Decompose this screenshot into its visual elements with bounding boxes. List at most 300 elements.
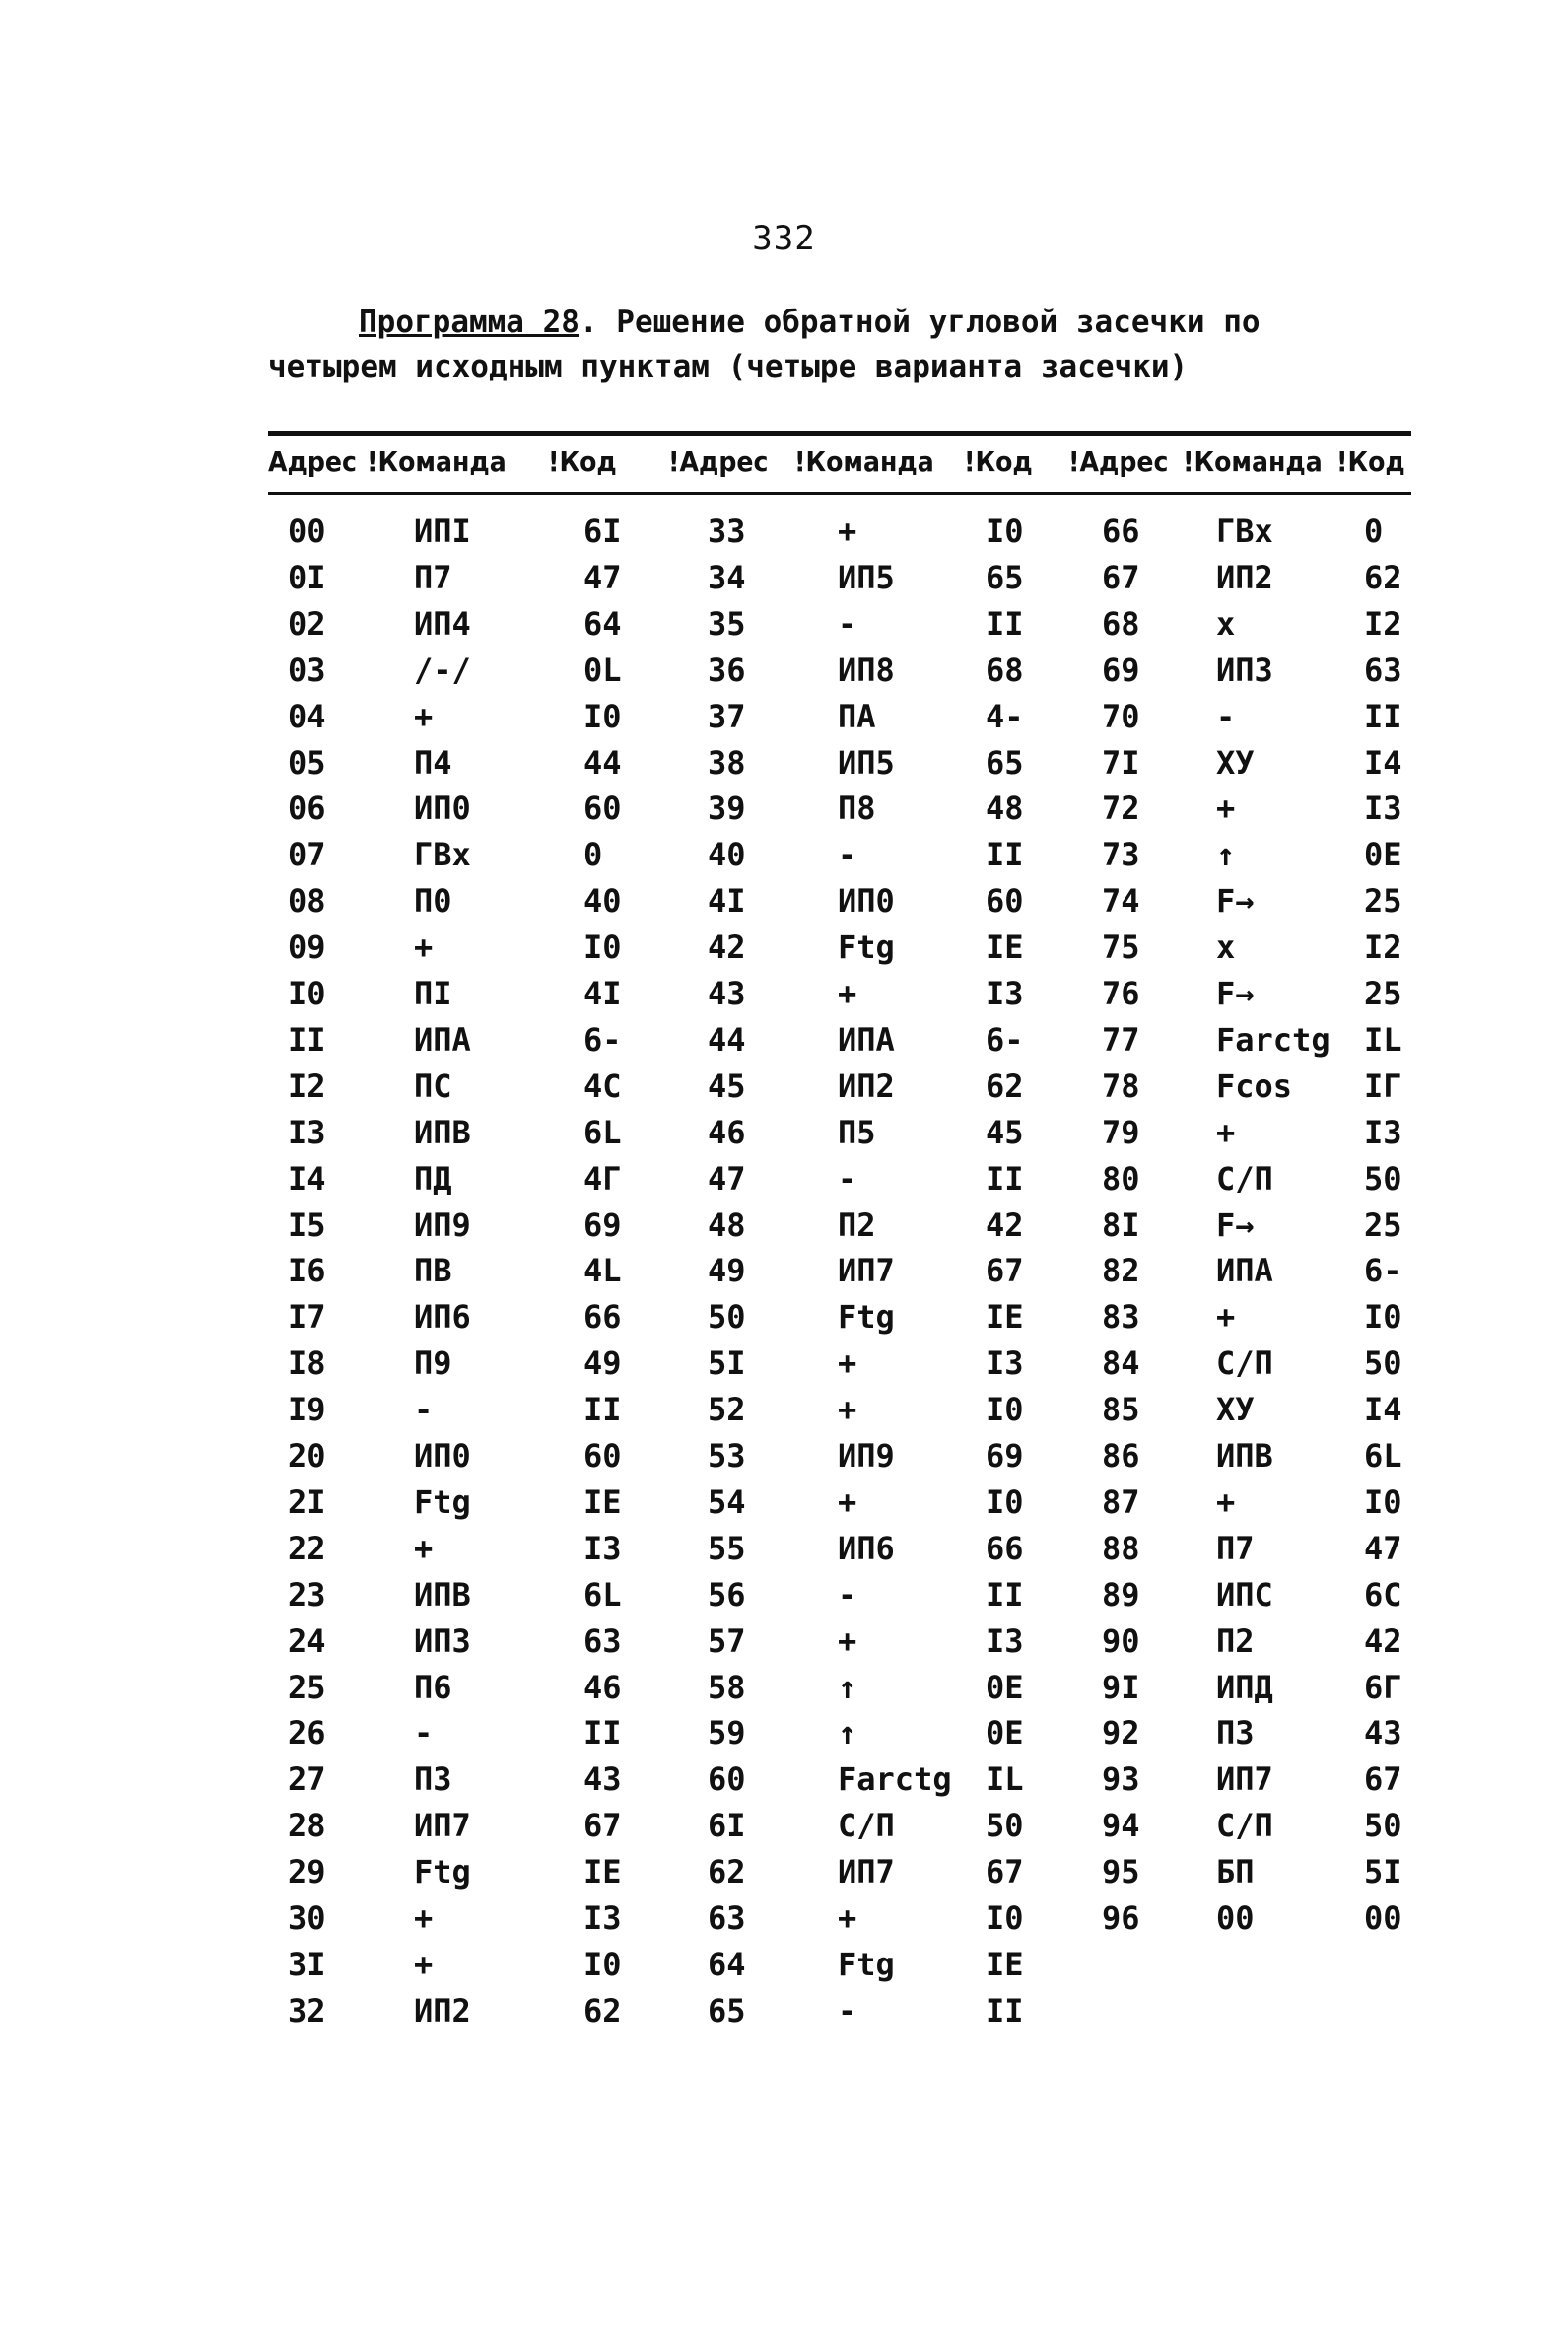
code-cell: 4L bbox=[583, 1252, 622, 1290]
header-command-3: !Команда bbox=[1183, 446, 1323, 478]
command-cell: x bbox=[1216, 928, 1236, 967]
header-address-1: Адрес bbox=[268, 446, 357, 478]
table-row bbox=[0, 1530, 1568, 1575]
header-command-2: !Команда bbox=[794, 446, 934, 478]
code-cell: IE bbox=[583, 1853, 622, 1891]
command-cell: Farctg bbox=[838, 1760, 952, 1799]
table-row bbox=[0, 790, 1568, 835]
table-row bbox=[0, 652, 1568, 697]
code-cell: 4Г bbox=[583, 1159, 622, 1198]
table-row bbox=[0, 1483, 1568, 1529]
command-cell: + bbox=[414, 928, 434, 967]
code-cell: 48 bbox=[986, 790, 1024, 828]
address-cell: 2I bbox=[288, 1482, 326, 1521]
command-cell: ПВ bbox=[414, 1252, 452, 1290]
code-cell: 46 bbox=[583, 1668, 622, 1706]
command-cell: ИПД bbox=[1216, 1668, 1273, 1706]
command-cell: П7 bbox=[1216, 1529, 1255, 1567]
address-cell: 95 bbox=[1102, 1853, 1140, 1891]
code-cell: 62 bbox=[986, 1066, 1024, 1105]
address-cell: 69 bbox=[1102, 651, 1140, 689]
caption-line2: четырем исходным пунктам (четыре варианта засечки) bbox=[268, 349, 1189, 384]
code-cell: 50 bbox=[1364, 1344, 1402, 1383]
command-cell: ГВх bbox=[414, 836, 471, 874]
code-cell: 67 bbox=[986, 1853, 1024, 1891]
address-cell: 86 bbox=[1102, 1437, 1140, 1475]
command-cell: F→ bbox=[1216, 1205, 1255, 1244]
code-cell: II bbox=[583, 1391, 622, 1429]
code-cell: 6C bbox=[1364, 1575, 1402, 1614]
command-cell: ИП5 bbox=[838, 558, 895, 596]
code-cell: 47 bbox=[583, 558, 622, 596]
address-cell: 22 bbox=[288, 1529, 326, 1567]
address-cell: 68 bbox=[1102, 604, 1140, 643]
command-cell: + bbox=[838, 1621, 857, 1660]
command-cell: x bbox=[1216, 604, 1236, 643]
table-row bbox=[0, 1437, 1568, 1482]
code-cell: 25 bbox=[1364, 975, 1402, 1012]
code-cell: I0 bbox=[986, 513, 1024, 550]
address-cell: 35 bbox=[708, 604, 746, 643]
code-cell: I4 bbox=[1364, 743, 1402, 782]
code-cell: I2 bbox=[1364, 928, 1402, 967]
code-cell: IE bbox=[986, 1298, 1024, 1337]
code-cell: 4- bbox=[986, 697, 1024, 735]
command-cell: С/П bbox=[838, 1807, 895, 1845]
command-cell: ГВх bbox=[1216, 513, 1273, 550]
code-cell: 0 bbox=[583, 836, 603, 874]
table-row bbox=[0, 1298, 1568, 1343]
address-cell: 57 bbox=[708, 1621, 746, 1660]
code-cell: I0 bbox=[583, 928, 622, 967]
command-cell: ИП8 bbox=[838, 651, 895, 689]
address-cell: 84 bbox=[1102, 1344, 1140, 1383]
code-cell: 4I bbox=[583, 975, 622, 1012]
command-cell: ИПА bbox=[414, 1020, 471, 1059]
code-cell: 62 bbox=[1364, 558, 1402, 596]
code-cell: 5I bbox=[1364, 1853, 1402, 1891]
header-address-2: !Адрес bbox=[668, 446, 769, 478]
command-cell: ИП0 bbox=[414, 1437, 471, 1475]
command-cell: ИП4 bbox=[414, 604, 471, 643]
address-cell: 73 bbox=[1102, 836, 1140, 874]
command-cell: - bbox=[838, 1575, 857, 1614]
code-cell: 6- bbox=[986, 1020, 1024, 1059]
table-row bbox=[0, 1760, 1568, 1806]
address-cell: 70 bbox=[1102, 697, 1140, 735]
command-cell: ↑ bbox=[838, 1668, 857, 1706]
code-cell: I0 bbox=[986, 1391, 1024, 1429]
address-cell: 49 bbox=[708, 1252, 746, 1290]
command-cell: ИПС bbox=[1216, 1575, 1273, 1614]
address-cell: 64 bbox=[708, 1945, 746, 1983]
address-cell: II bbox=[288, 1020, 326, 1059]
code-cell: II bbox=[986, 1991, 1024, 2029]
address-cell: 38 bbox=[708, 743, 746, 782]
code-cell: 62 bbox=[583, 1991, 622, 2029]
command-cell: С/П bbox=[1216, 1159, 1273, 1198]
address-cell: 88 bbox=[1102, 1529, 1140, 1567]
table-row bbox=[0, 513, 1568, 558]
code-cell: II bbox=[986, 1575, 1024, 1614]
command-cell: ИПВ bbox=[414, 1113, 471, 1151]
address-cell: 23 bbox=[288, 1575, 326, 1614]
address-cell: 67 bbox=[1102, 558, 1140, 596]
command-cell: + bbox=[414, 1529, 434, 1567]
address-cell: 24 bbox=[288, 1621, 326, 1660]
code-cell: 42 bbox=[986, 1205, 1024, 1244]
code-cell: II bbox=[583, 1714, 622, 1753]
address-cell: 66 bbox=[1102, 513, 1140, 550]
command-cell: ИП6 bbox=[414, 1298, 471, 1337]
table-row bbox=[0, 1344, 1568, 1390]
code-cell: IГ bbox=[1364, 1066, 1402, 1105]
command-cell: + bbox=[838, 1391, 857, 1429]
command-cell: ИП2 bbox=[414, 1991, 471, 2029]
code-cell: II bbox=[1364, 697, 1402, 735]
command-cell: - bbox=[838, 604, 857, 643]
address-cell: I2 bbox=[288, 1066, 326, 1105]
command-cell: + bbox=[1216, 1113, 1236, 1151]
code-cell: 6L bbox=[583, 1113, 622, 1151]
table-row bbox=[0, 882, 1568, 928]
address-cell: I8 bbox=[288, 1344, 326, 1383]
command-cell: Ftg bbox=[838, 928, 895, 967]
code-cell: 0 bbox=[1364, 513, 1384, 550]
address-cell: 7I bbox=[1102, 743, 1140, 782]
header-command-1: !Команда bbox=[367, 446, 507, 478]
address-cell: 3I bbox=[288, 1945, 326, 1983]
code-cell: 66 bbox=[986, 1529, 1024, 1567]
command-cell: ИП7 bbox=[838, 1853, 895, 1891]
code-cell: 50 bbox=[1364, 1159, 1402, 1198]
address-cell: 20 bbox=[288, 1437, 326, 1475]
code-cell: 45 bbox=[986, 1113, 1024, 1151]
address-cell: 9I bbox=[1102, 1668, 1140, 1706]
address-cell: I3 bbox=[288, 1113, 326, 1151]
address-cell: I4 bbox=[288, 1159, 326, 1198]
code-cell: 63 bbox=[583, 1621, 622, 1660]
address-cell: 77 bbox=[1102, 1020, 1140, 1059]
command-cell: + bbox=[838, 513, 857, 550]
address-cell: 96 bbox=[1102, 1899, 1140, 1937]
command-cell: П0 bbox=[414, 882, 452, 921]
command-cell: ИП3 bbox=[414, 1621, 471, 1660]
address-cell: 42 bbox=[708, 928, 746, 967]
code-cell: IE bbox=[986, 1945, 1024, 1983]
page-number: 332 bbox=[752, 219, 816, 258]
address-cell: 27 bbox=[288, 1760, 326, 1799]
code-cell: I0 bbox=[986, 1899, 1024, 1937]
command-cell: П9 bbox=[414, 1344, 452, 1383]
code-cell: 65 bbox=[986, 558, 1024, 596]
code-cell: 67 bbox=[986, 1252, 1024, 1290]
code-cell: 64 bbox=[583, 604, 622, 643]
command-cell: С/П bbox=[1216, 1344, 1273, 1383]
address-cell: 08 bbox=[288, 882, 326, 921]
command-cell: П8 bbox=[838, 790, 876, 828]
address-cell: 60 bbox=[708, 1760, 746, 1799]
code-cell: I4 bbox=[1364, 1391, 1402, 1429]
command-cell: - bbox=[838, 1159, 857, 1198]
code-cell: 6- bbox=[583, 1020, 622, 1059]
command-cell: ИП9 bbox=[838, 1437, 895, 1475]
address-cell: 90 bbox=[1102, 1621, 1140, 1660]
code-cell: I0 bbox=[583, 697, 622, 735]
address-cell: 75 bbox=[1102, 928, 1140, 967]
code-cell: 4C bbox=[583, 1066, 622, 1105]
table-row bbox=[0, 1206, 1568, 1252]
command-cell: П2 bbox=[1216, 1621, 1255, 1660]
table-row bbox=[0, 1899, 1568, 1945]
command-cell: ИПА bbox=[1216, 1252, 1273, 1290]
code-cell: I3 bbox=[1364, 1113, 1402, 1151]
table-top-rule bbox=[268, 431, 1411, 436]
header-code-1: !Код bbox=[548, 446, 617, 478]
header-code-2: !Код bbox=[964, 446, 1033, 478]
code-cell: IE bbox=[583, 1482, 622, 1521]
table-row bbox=[0, 1714, 1568, 1759]
command-cell: ПI bbox=[414, 975, 452, 1012]
command-cell: П2 bbox=[838, 1205, 876, 1244]
address-cell: 06 bbox=[288, 790, 326, 828]
code-cell: 63 bbox=[1364, 651, 1402, 689]
command-cell: ИПI bbox=[414, 513, 471, 550]
address-cell: 82 bbox=[1102, 1252, 1140, 1290]
address-cell: 74 bbox=[1102, 882, 1140, 921]
address-cell: 00 bbox=[288, 513, 326, 550]
command-cell: ИП0 bbox=[838, 882, 895, 921]
command-cell: /-/ bbox=[414, 651, 471, 689]
address-cell: 93 bbox=[1102, 1760, 1140, 1799]
address-cell: 34 bbox=[708, 558, 746, 596]
command-cell: ХУ bbox=[1216, 1391, 1255, 1429]
address-cell: 02 bbox=[288, 604, 326, 643]
command-cell: ИП6 bbox=[838, 1529, 895, 1567]
table-row bbox=[0, 1622, 1568, 1668]
code-cell: 0E bbox=[986, 1668, 1024, 1706]
table-caption bbox=[268, 301, 1303, 389]
code-cell: 69 bbox=[986, 1437, 1024, 1475]
address-cell: 94 bbox=[1102, 1807, 1140, 1845]
code-cell: II bbox=[986, 604, 1024, 643]
command-cell: ИП3 bbox=[1216, 651, 1273, 689]
address-cell: 32 bbox=[288, 1991, 326, 2029]
code-cell: 67 bbox=[583, 1807, 622, 1845]
address-cell: I7 bbox=[288, 1298, 326, 1337]
command-cell: ИПА bbox=[838, 1020, 895, 1059]
address-cell: 85 bbox=[1102, 1391, 1140, 1429]
code-cell: 6L bbox=[1364, 1437, 1402, 1475]
address-cell: 04 bbox=[288, 697, 326, 735]
command-cell: ИП0 bbox=[414, 790, 471, 828]
code-cell: I0 bbox=[986, 1482, 1024, 1521]
code-cell: 50 bbox=[986, 1807, 1024, 1845]
code-cell: 60 bbox=[583, 790, 622, 828]
code-cell: 65 bbox=[986, 743, 1024, 782]
command-cell: ИП2 bbox=[1216, 558, 1273, 596]
address-cell: 33 bbox=[708, 513, 746, 550]
command-cell: + bbox=[1216, 1298, 1236, 1337]
command-cell: ПД bbox=[414, 1159, 452, 1198]
table-row bbox=[0, 1021, 1568, 1066]
command-cell: ИП7 bbox=[838, 1252, 895, 1290]
address-cell: 26 bbox=[288, 1714, 326, 1753]
address-cell: 03 bbox=[288, 651, 326, 689]
command-cell: Ftg bbox=[414, 1853, 471, 1891]
address-cell: 78 bbox=[1102, 1066, 1140, 1105]
address-cell: I5 bbox=[288, 1205, 326, 1244]
command-cell: П3 bbox=[414, 1760, 452, 1799]
address-cell: 43 bbox=[708, 975, 746, 1012]
command-cell: БП bbox=[1216, 1853, 1255, 1891]
command-cell: ИП9 bbox=[414, 1205, 471, 1244]
command-cell: Ftg bbox=[414, 1482, 471, 1521]
table-row bbox=[0, 698, 1568, 743]
command-cell: Ftg bbox=[838, 1298, 895, 1337]
code-cell: 68 bbox=[986, 651, 1024, 689]
command-cell: П6 bbox=[414, 1668, 452, 1706]
command-cell: + bbox=[838, 1482, 857, 1521]
address-cell: 45 bbox=[708, 1066, 746, 1105]
command-cell: + bbox=[414, 697, 434, 735]
address-cell: 80 bbox=[1102, 1159, 1140, 1198]
address-cell: 40 bbox=[708, 836, 746, 874]
program-label: Программа 28 bbox=[359, 305, 579, 340]
code-cell: 6L bbox=[583, 1575, 622, 1614]
command-cell: + bbox=[1216, 790, 1236, 828]
address-cell: 46 bbox=[708, 1113, 746, 1151]
command-cell: ИП2 bbox=[838, 1066, 895, 1105]
command-cell: - bbox=[414, 1391, 434, 1429]
address-cell: 79 bbox=[1102, 1113, 1140, 1151]
address-cell: 83 bbox=[1102, 1298, 1140, 1337]
code-cell: IL bbox=[986, 1760, 1024, 1799]
command-cell: Farctg bbox=[1216, 1020, 1330, 1059]
table-row bbox=[0, 836, 1568, 881]
address-cell: 76 bbox=[1102, 975, 1140, 1012]
address-cell: I0 bbox=[288, 975, 326, 1012]
table-row bbox=[0, 1067, 1568, 1113]
command-cell: ИПВ bbox=[1216, 1437, 1273, 1475]
address-cell: 29 bbox=[288, 1853, 326, 1891]
code-cell: I3 bbox=[986, 1344, 1024, 1383]
code-cell: 6- bbox=[1364, 1252, 1402, 1290]
caption-line1: . Решение обратной угловой засечки по bbox=[579, 305, 1261, 340]
code-cell: 0E bbox=[986, 1714, 1024, 1753]
code-cell: 60 bbox=[986, 882, 1024, 921]
code-cell: I0 bbox=[583, 1945, 622, 1983]
code-cell: 50 bbox=[1364, 1807, 1402, 1845]
address-cell: 63 bbox=[708, 1899, 746, 1937]
code-cell: 25 bbox=[1364, 1205, 1402, 1244]
code-cell: II bbox=[986, 836, 1024, 874]
address-cell: 58 bbox=[708, 1668, 746, 1706]
address-cell: 92 bbox=[1102, 1714, 1140, 1753]
address-cell: 56 bbox=[708, 1575, 746, 1614]
command-cell: ИП5 bbox=[838, 743, 895, 782]
address-cell: 25 bbox=[288, 1668, 326, 1706]
code-cell: 00 bbox=[1364, 1899, 1402, 1937]
address-cell: I9 bbox=[288, 1391, 326, 1429]
code-cell: 25 bbox=[1364, 882, 1402, 921]
address-cell: 53 bbox=[708, 1437, 746, 1475]
table-row bbox=[0, 1576, 1568, 1621]
command-cell: - bbox=[414, 1714, 434, 1753]
command-cell: ИПВ bbox=[414, 1575, 471, 1614]
code-cell: I3 bbox=[583, 1899, 622, 1937]
header-code-3: !Код bbox=[1336, 446, 1405, 478]
code-cell: I0 bbox=[1364, 1298, 1402, 1337]
header-address-3: !Адрес bbox=[1068, 446, 1169, 478]
command-cell: F→ bbox=[1216, 882, 1255, 921]
table-row bbox=[0, 1114, 1568, 1159]
command-cell: ПС bbox=[414, 1066, 452, 1105]
table-row bbox=[0, 1391, 1568, 1436]
address-cell: 05 bbox=[288, 743, 326, 782]
code-cell: 0E bbox=[1364, 836, 1402, 874]
address-cell: 72 bbox=[1102, 790, 1140, 828]
address-cell: 47 bbox=[708, 1159, 746, 1198]
code-cell: I3 bbox=[1364, 790, 1402, 828]
command-cell: - bbox=[1216, 697, 1236, 735]
code-cell: 47 bbox=[1364, 1529, 1402, 1567]
address-cell: 8I bbox=[1102, 1205, 1140, 1244]
table-row bbox=[0, 1807, 1568, 1852]
command-cell: ИП7 bbox=[1216, 1760, 1273, 1799]
address-cell: 44 bbox=[708, 1020, 746, 1059]
code-cell: I2 bbox=[1364, 604, 1402, 643]
table-row bbox=[0, 1669, 1568, 1714]
command-cell: ИП7 bbox=[414, 1807, 471, 1845]
command-cell: - bbox=[838, 1991, 857, 2029]
command-cell: П3 bbox=[1216, 1714, 1255, 1753]
code-cell: 42 bbox=[1364, 1621, 1402, 1660]
command-cell: 00 bbox=[1216, 1899, 1255, 1937]
table-row bbox=[0, 1946, 1568, 1991]
address-cell: 07 bbox=[288, 836, 326, 874]
address-cell: 0I bbox=[288, 558, 326, 596]
address-cell: 5I bbox=[708, 1344, 746, 1383]
address-cell: 55 bbox=[708, 1529, 746, 1567]
table-row bbox=[0, 744, 1568, 790]
code-cell: 60 bbox=[583, 1437, 622, 1475]
address-cell: 62 bbox=[708, 1853, 746, 1891]
address-cell: 50 bbox=[708, 1298, 746, 1337]
address-cell: 65 bbox=[708, 1991, 746, 2029]
command-cell: ↑ bbox=[1216, 836, 1236, 874]
command-cell: + bbox=[414, 1945, 434, 1983]
code-cell: 44 bbox=[583, 743, 622, 782]
code-cell: 6Г bbox=[1364, 1668, 1402, 1706]
code-cell: II bbox=[986, 1159, 1024, 1198]
address-cell: 37 bbox=[708, 697, 746, 735]
command-cell: ХУ bbox=[1216, 743, 1255, 782]
command-cell: + bbox=[838, 975, 857, 1012]
code-cell: I3 bbox=[583, 1529, 622, 1567]
command-cell: П5 bbox=[838, 1113, 876, 1151]
table-row bbox=[0, 605, 1568, 651]
address-cell: 09 bbox=[288, 928, 326, 967]
table-row bbox=[0, 1853, 1568, 1898]
address-cell: 36 bbox=[708, 651, 746, 689]
address-cell: 28 bbox=[288, 1807, 326, 1845]
code-cell: 66 bbox=[583, 1298, 622, 1337]
code-cell: 43 bbox=[1364, 1714, 1402, 1753]
address-cell: 54 bbox=[708, 1482, 746, 1521]
command-cell: + bbox=[838, 1899, 857, 1937]
code-cell: 49 bbox=[583, 1344, 622, 1383]
